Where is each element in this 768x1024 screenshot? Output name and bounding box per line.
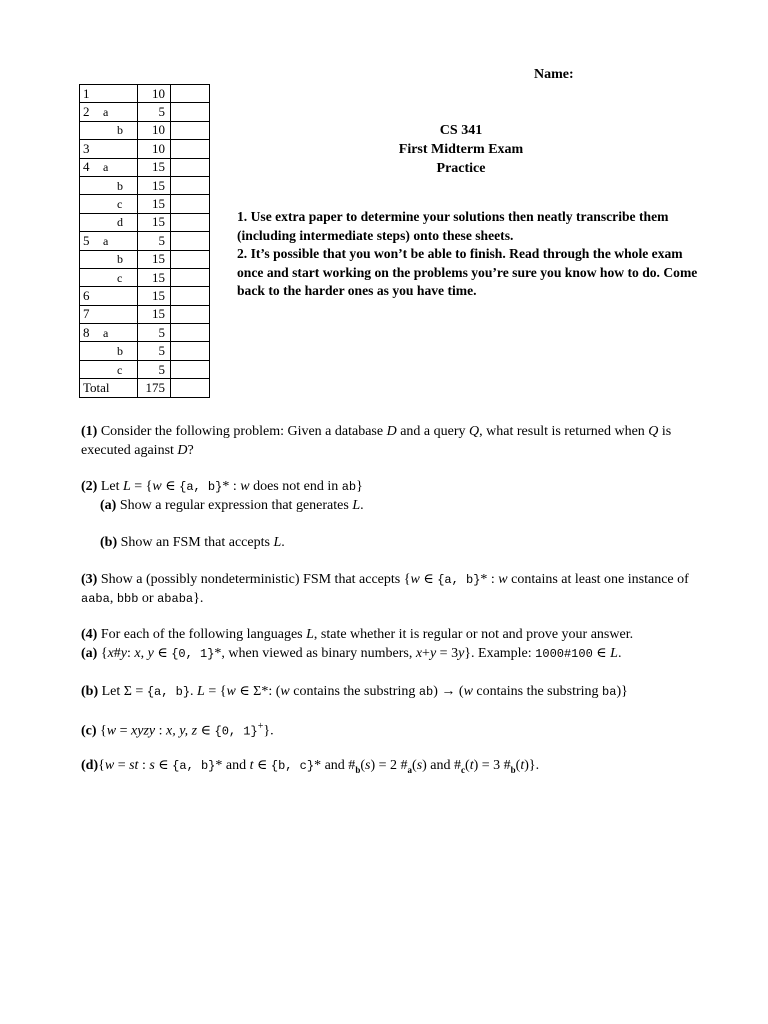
part-label: (c) [81,723,97,739]
problem-number: (3) [81,572,98,587]
problem-number: (4) [81,627,98,642]
score-cell[interactable] [171,195,210,213]
points-value: 5 [138,232,171,250]
points-value: 15 [138,158,171,176]
question-cell [80,213,138,231]
question-cell [80,342,138,360]
instructions [237,208,707,301]
score-cell[interactable] [171,158,210,176]
points-table [79,84,210,398]
question-cell [80,158,138,176]
points-row [80,213,210,231]
score-cell[interactable] [171,121,210,139]
question-cell [80,176,138,194]
question-cell [80,195,138,213]
points-row [80,360,210,378]
points-value: 10 [138,85,171,103]
exam-subtitle: Practice [436,161,486,176]
question-cell [80,324,138,342]
exam-title-block [360,121,562,178]
question-number: 4 [83,159,90,175]
points-value: 5 [138,103,171,121]
points-row [80,85,210,103]
problem-2: (2) Let L = {w ∈ {a, b}* : w does not end in ab} (a) Show a regular expression that generates L. [81,479,364,513]
points-value: 15 [138,213,171,231]
part-label: (b) [81,684,99,699]
problem-4d: (d){w = st : s ∈ {a, b}* and t ∈ {b, c}* and $\#_b(s) = 2$ $\#_a(s)$ and $\#_c(t) = 3$ $\#_b(t)$}. [81,758,540,775]
points-value: 5 [138,360,171,378]
score-cell[interactable] [171,213,210,231]
question-part: b [117,123,123,138]
question-cell [80,360,138,378]
problem-4b: (b) Let Σ = {a, b}. L = {w ∈ Σ*: (w contains the substring ab) → (w contains the substring ba)} [81,684,628,699]
score-cell[interactable] [171,287,210,305]
points-value: 15 [138,268,171,286]
question-part: a [103,325,109,340]
problem-4: (4) For each of the following languages L, state whether it is regular or not and prove your answer. (a) {x#y: x, y ∈ {0, 1}*, when viewed as binary numbers, x+y = 3y}. Example: 1000#100 ∈ L. [81,627,634,661]
part-label: (d) [81,758,99,773]
points-row [80,232,210,250]
question-number: 6 [83,287,90,303]
part-label: (a) [81,645,98,661]
total-value: 175 [138,379,171,397]
problem-number: (1) [81,424,98,439]
question-part: a [103,160,109,175]
question-part: c [117,197,123,212]
problem-4c: (c) {w = xyzy : x, y, z ∈ {0, 1}+}. [81,721,274,739]
points-row [80,342,210,360]
score-cell[interactable] [171,342,210,360]
question-number: 8 [83,324,90,340]
points-value: 5 [138,324,171,342]
points-value: 5 [138,342,171,360]
points-row [80,305,210,323]
points-row [80,140,210,158]
problem-1: (1) Consider the following problem: Given a database D and a query Q, what result is returned when Q is executed against D? [81,424,672,458]
points-value: 15 [138,305,171,323]
problem-2b: (b) Show an FSM that accepts L. [100,535,285,550]
question-cell [80,250,138,268]
score-cell[interactable] [171,305,210,323]
score-cell[interactable] [171,140,210,158]
question-cell [80,85,138,103]
points-value: 15 [138,195,171,213]
question-number: 5 [83,232,90,248]
name-label: Name: [534,67,574,82]
question-cell [80,140,138,158]
problem-3: (3) Show a (possibly nondeterministic) FSM that accepts {w ∈ {a, b}* : w contains at least one instance of aaba, bbb or ababa}. [81,572,689,606]
total-score-cell[interactable] [171,379,210,397]
points-value: 15 [138,250,171,268]
question-number: 7 [83,306,90,322]
question-number: 2 [83,104,90,120]
points-row [80,250,210,268]
points-row [80,158,210,176]
part-label: (a) [100,497,117,513]
question-number: 1 [83,85,90,101]
question-cell [80,121,138,139]
points-row [80,176,210,194]
question-cell [80,232,138,250]
part-label: (b) [100,535,118,550]
course-title: CS 341 [439,123,483,138]
points-row [80,268,210,286]
score-cell[interactable] [171,250,210,268]
question-part: c [117,362,123,377]
score-cell[interactable] [171,360,210,378]
question-part: a [103,105,109,120]
question-part: d [117,215,123,230]
problem-number: (2) [81,479,98,494]
points-value: 15 [138,287,171,305]
question-cell [80,103,138,121]
question-cell [80,287,138,305]
question-cell [80,268,138,286]
exam-title: First Midterm Exam [398,142,524,157]
question-part: b [117,178,123,193]
question-part: a [103,233,109,248]
points-row [80,195,210,213]
instruction-item: 2. It’s possible that you won’t be able to finish. Read through the whole exam once and start working on the problems you’re sure you know how to do. Come back to the harder ones as you have time. [237,246,698,298]
question-number: 3 [83,140,90,156]
total-label: Total [80,379,138,397]
score-cell[interactable] [171,103,210,121]
score-cell[interactable] [171,324,210,342]
points-value: 10 [138,140,171,158]
score-cell[interactable] [171,176,210,194]
instruction-item: 1. Use extra paper to determine your solutions then neatly transcribe them (including intermediate steps) onto these sheets. [237,209,669,243]
question-cell [80,305,138,323]
points-row [80,121,210,139]
points-row [80,324,210,342]
question-part: c [117,270,123,285]
points-row [80,287,210,305]
score-cell[interactable] [171,268,210,286]
total-row [80,379,210,397]
points-row [80,103,210,121]
score-cell[interactable] [171,232,210,250]
question-part: b [117,344,123,359]
score-cell[interactable] [171,85,210,103]
question-part: b [117,252,123,267]
points-value: 10 [138,121,171,139]
points-value: 15 [138,176,171,194]
